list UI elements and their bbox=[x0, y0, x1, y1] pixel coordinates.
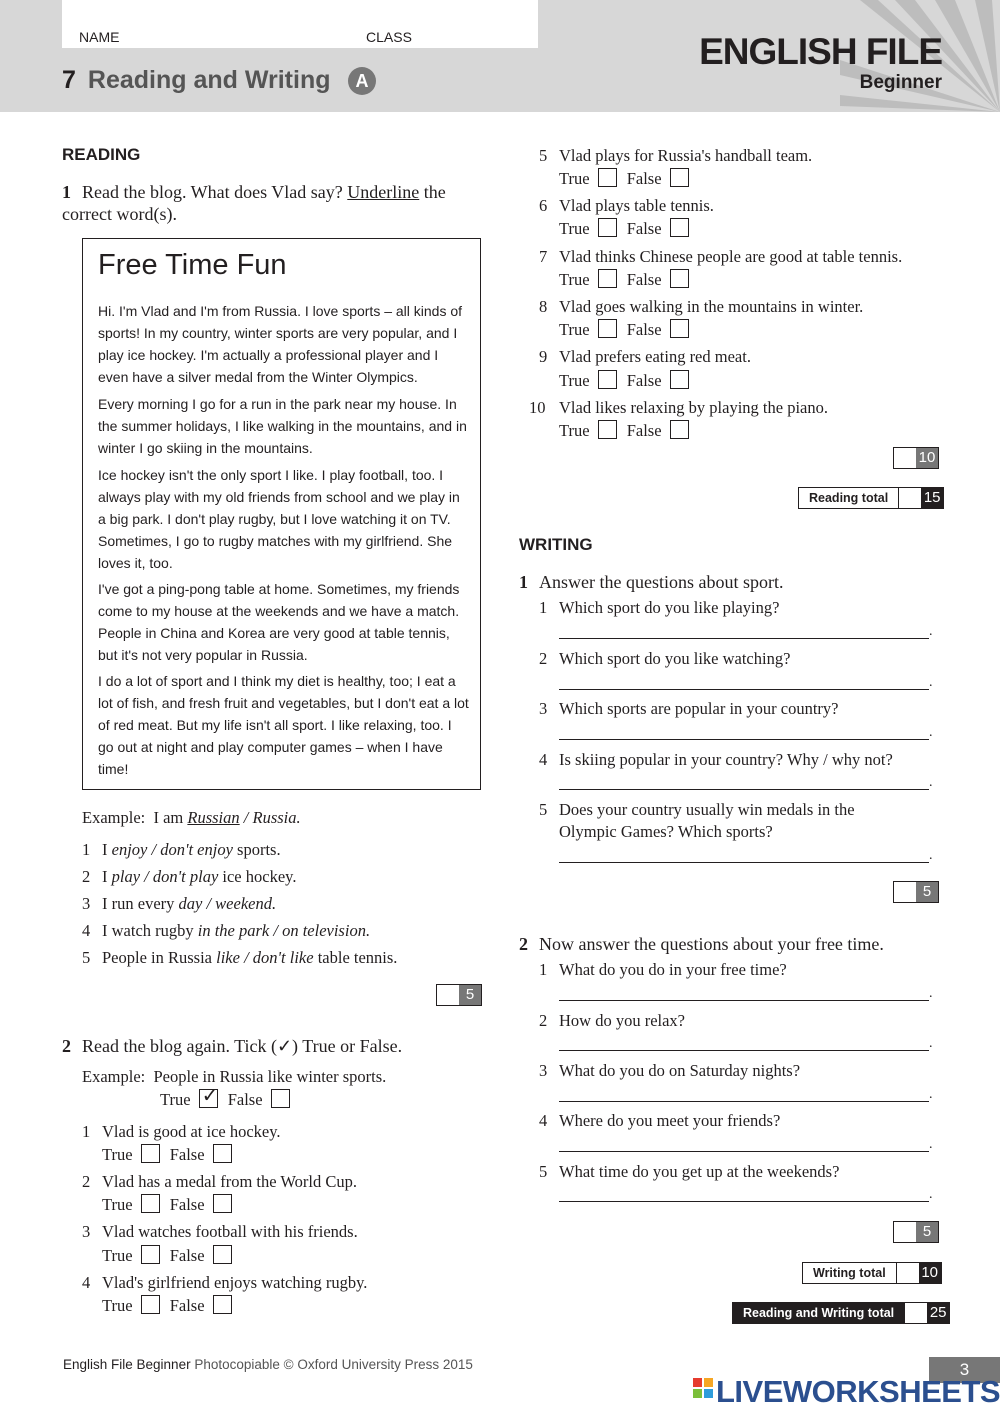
answer-line[interactable] bbox=[559, 789, 929, 790]
unit-title-text: Reading and Writing bbox=[87, 66, 331, 94]
false-checkbox[interactable] bbox=[213, 1194, 232, 1213]
line-end-dot: . bbox=[929, 624, 933, 639]
reading-heading: READING bbox=[62, 145, 141, 164]
item-text: Vlad has a medal from the World Cup. bbox=[102, 1172, 357, 1191]
item-text: Is skiing popular in your country? Why / why not? bbox=[559, 750, 893, 769]
footer-copyright bbox=[63, 1357, 473, 1372]
true-checkbox[interactable] bbox=[598, 319, 617, 338]
false-checkbox[interactable] bbox=[213, 1295, 232, 1314]
writing-q1-item-5-cont: Olympic Games? Which sports? bbox=[559, 822, 773, 841]
true-checkbox bbox=[199, 1085, 219, 1108]
writing-q2-item-4 bbox=[539, 1110, 780, 1132]
item-text: table tennis. bbox=[313, 948, 398, 967]
item-options[interactable]: day / weekend. bbox=[178, 894, 277, 913]
line-end-dot: . bbox=[929, 1187, 933, 1202]
q2-item-8 bbox=[539, 296, 863, 318]
item-number: 3 bbox=[82, 1222, 91, 1241]
item-number: 1 bbox=[539, 960, 548, 979]
item-number: 3 bbox=[539, 699, 548, 718]
score-input[interactable] bbox=[894, 448, 916, 468]
writing-q1-item-4 bbox=[539, 749, 893, 771]
true-label: True bbox=[102, 1195, 133, 1214]
instruction-text: Read the blog again. Tick (✓) True or False. bbox=[82, 1036, 403, 1056]
unit-title bbox=[62, 66, 331, 95]
instruction-text: the correct word(s). bbox=[62, 182, 446, 224]
item-number: 5 bbox=[539, 1162, 548, 1181]
item-options[interactable]: play / don't play bbox=[111, 867, 219, 886]
class-label: CLASS bbox=[366, 29, 412, 45]
footer-book: English File Beginner bbox=[63, 1357, 191, 1372]
score-max: 5 bbox=[459, 985, 481, 1005]
true-label: True bbox=[160, 1090, 191, 1109]
reading-q1-instruction bbox=[62, 181, 482, 225]
item-text: Where do you meet your friends? bbox=[559, 1111, 781, 1130]
page-number: 3 bbox=[929, 1357, 1000, 1383]
answer-line[interactable] bbox=[559, 1151, 929, 1152]
item-number: 5 bbox=[539, 800, 548, 819]
false-checkbox bbox=[271, 1089, 290, 1108]
item-text: Vlad plays for Russia's handball team. bbox=[559, 146, 813, 165]
total-label: Reading and Writing total bbox=[733, 1303, 905, 1323]
writing-q1-item-5 bbox=[539, 799, 855, 821]
q2-item-7 bbox=[539, 246, 902, 268]
item-number: 7 bbox=[539, 247, 548, 266]
item-number: 4 bbox=[539, 1111, 548, 1130]
page-header bbox=[0, 0, 1000, 112]
true-checkbox[interactable] bbox=[598, 168, 617, 187]
brand-level: Beginner bbox=[859, 72, 942, 93]
writing-q2-score bbox=[893, 1221, 939, 1243]
writing-q2-item-1 bbox=[539, 959, 787, 981]
item-text: Vlad goes walking in the mountains in winter. bbox=[559, 297, 864, 316]
item-number: 1 bbox=[82, 840, 91, 859]
item-text: Vlad is good at ice hockey. bbox=[102, 1122, 281, 1141]
answer-line[interactable] bbox=[559, 1201, 929, 1202]
q1-item-3[interactable] bbox=[82, 893, 276, 915]
item-number: 10 bbox=[529, 398, 546, 417]
line-end-dot: . bbox=[929, 675, 933, 690]
line-end-dot: . bbox=[929, 775, 933, 790]
false-checkbox[interactable] bbox=[670, 168, 689, 187]
example-label: Example: bbox=[82, 808, 146, 827]
false-label: False bbox=[626, 320, 662, 339]
writing-q1-item-2 bbox=[539, 648, 790, 670]
answer-line[interactable] bbox=[559, 1050, 929, 1051]
item-text: I bbox=[102, 867, 112, 886]
line-end-dot: . bbox=[929, 986, 933, 1001]
q2-item-5-truefalse bbox=[559, 168, 695, 189]
item-number: 1 bbox=[82, 1122, 91, 1141]
false-label: False bbox=[169, 1246, 205, 1265]
q2-example bbox=[82, 1066, 386, 1088]
false-label: False bbox=[626, 371, 662, 390]
tick-mark: ✓ bbox=[201, 1085, 219, 1107]
q2-item-5 bbox=[539, 145, 812, 167]
q2-item-6 bbox=[539, 195, 714, 217]
instruction-text: Now answer the questions about your free time. bbox=[539, 934, 884, 954]
true-label: True bbox=[102, 1296, 133, 1315]
false-label: False bbox=[626, 219, 662, 238]
example-text: I am bbox=[153, 808, 188, 827]
false-label: False bbox=[169, 1296, 205, 1315]
item-number: 4 bbox=[82, 1273, 91, 1292]
true-label: True bbox=[559, 219, 590, 238]
true-checkbox[interactable] bbox=[141, 1194, 160, 1213]
item-options[interactable]: in the park / on television. bbox=[197, 921, 371, 940]
item-text: Does your country usually win medals in the bbox=[559, 800, 855, 819]
q2-item-8-truefalse bbox=[559, 319, 695, 340]
q1-item-2[interactable] bbox=[82, 866, 296, 888]
example-option: / Russia. bbox=[239, 808, 301, 827]
total-label: Reading total bbox=[799, 488, 899, 508]
example-text: People in Russia like winter sports. bbox=[153, 1067, 387, 1086]
q2-example-truefalse bbox=[160, 1085, 296, 1110]
blog-box bbox=[82, 238, 481, 790]
false-label: False bbox=[169, 1195, 205, 1214]
score-input[interactable] bbox=[894, 1222, 916, 1242]
item-text: I run every bbox=[102, 894, 179, 913]
question-number: 2 bbox=[62, 1036, 71, 1056]
item-text: I watch rugby bbox=[102, 921, 198, 940]
question-number: 1 bbox=[519, 572, 528, 592]
false-checkbox[interactable] bbox=[670, 218, 689, 237]
line-end-dot: . bbox=[929, 1137, 933, 1152]
item-number: 1 bbox=[539, 598, 548, 617]
false-label: False bbox=[227, 1090, 263, 1109]
answer-line[interactable] bbox=[559, 689, 929, 690]
q2-item-9-truefalse bbox=[559, 370, 695, 391]
example-answer: Russian bbox=[187, 808, 240, 827]
answer-line[interactable] bbox=[559, 1000, 929, 1001]
q2-item-2 bbox=[82, 1171, 357, 1193]
q1-item-4[interactable] bbox=[82, 920, 370, 942]
q2-item-10-truefalse bbox=[559, 420, 695, 441]
true-label: True bbox=[559, 371, 590, 390]
blog-paragraph: I've got a ping-pong table at home. Sometimes, my friends come to my house at the weekends and we have a match. People in China and Korea are very good at table tennis, but it's not very popular in Russia. bbox=[98, 581, 460, 663]
item-options[interactable]: enjoy / don't enjoy bbox=[111, 840, 233, 859]
item-options[interactable]: like / don't like bbox=[216, 948, 314, 967]
false-label: False bbox=[626, 421, 662, 440]
item-text: People in Russia bbox=[102, 948, 217, 967]
total-label: Writing total bbox=[803, 1263, 897, 1283]
false-checkbox[interactable] bbox=[670, 319, 689, 338]
writing-q1-score bbox=[893, 881, 939, 903]
false-checkbox[interactable] bbox=[670, 269, 689, 288]
writing-q2-item-3 bbox=[539, 1060, 800, 1082]
item-text: Vlad prefers eating red meat. bbox=[559, 347, 751, 366]
item-number: 2 bbox=[539, 649, 548, 668]
item-text: ice hockey. bbox=[218, 867, 297, 886]
q2-item-3 bbox=[82, 1221, 358, 1243]
item-text: Which sports are popular in your country? bbox=[559, 699, 839, 718]
item-text: Which sport do you like playing? bbox=[559, 598, 780, 617]
blog-title: Free Time Fun bbox=[98, 249, 287, 281]
writing-q1-item-3 bbox=[539, 698, 839, 720]
item-text: How do you relax? bbox=[559, 1011, 686, 1030]
instruction-text: Read the blog. What does Vlad say? bbox=[82, 182, 348, 202]
writing-total-score bbox=[802, 1262, 942, 1284]
score-input[interactable] bbox=[905, 1303, 927, 1323]
item-number: 5 bbox=[82, 948, 91, 967]
answer-line[interactable] bbox=[559, 862, 929, 863]
true-checkbox[interactable] bbox=[141, 1295, 160, 1314]
item-number: 8 bbox=[539, 297, 548, 316]
q1-item-1[interactable] bbox=[82, 839, 281, 861]
item-text: Vlad likes relaxing by playing the piano. bbox=[559, 398, 828, 417]
reading-q2-instruction bbox=[62, 1035, 402, 1057]
name-label: NAME bbox=[79, 29, 120, 45]
item-number: 2 bbox=[82, 867, 91, 886]
writing-q1-item-1 bbox=[539, 597, 779, 619]
q2-item-3-truefalse bbox=[102, 1245, 238, 1266]
blog-paragraph: Ice hockey isn't the only sport I like. I play football, too. I always play with my old friends from school and we play in a big park. I don't play rugby, but I love watching it on TV. Sometimes, I go to rugby matches with my girlfriend. She loves it, too. bbox=[98, 467, 460, 571]
false-checkbox[interactable] bbox=[670, 420, 689, 439]
q2-item-4 bbox=[82, 1272, 367, 1294]
false-label: False bbox=[169, 1145, 205, 1164]
brand-title: ENGLISH FILE bbox=[699, 31, 942, 72]
q2-item-4-truefalse bbox=[102, 1295, 238, 1316]
instruction-underline-word: Underline bbox=[347, 182, 420, 202]
item-text: What time do you get up at the weekends? bbox=[559, 1162, 840, 1181]
score-max: 5 bbox=[916, 1222, 938, 1242]
footer-copyright-text: Photocopiable © Oxford University Press 2015 bbox=[190, 1357, 473, 1372]
true-checkbox[interactable] bbox=[598, 269, 617, 288]
q2-item-7-truefalse bbox=[559, 269, 695, 290]
q2-item-2-truefalse bbox=[102, 1194, 238, 1215]
item-number: 5 bbox=[539, 146, 548, 165]
score-input[interactable] bbox=[894, 882, 916, 902]
false-label: False bbox=[626, 169, 662, 188]
true-checkbox[interactable] bbox=[141, 1245, 160, 1264]
score-max: 15 bbox=[921, 488, 943, 508]
item-text: Vlad plays table tennis. bbox=[559, 196, 714, 215]
score-max: 10 bbox=[919, 1263, 941, 1283]
line-end-dot: . bbox=[929, 1087, 933, 1102]
liveworksheets-watermark: LIVEWORKSHEETS bbox=[716, 1374, 1000, 1409]
writing-q2-item-5 bbox=[539, 1161, 839, 1183]
item-text: What do you do in your free time? bbox=[559, 960, 787, 979]
item-text: sports. bbox=[232, 840, 281, 859]
item-text: Vlad watches football with his friends. bbox=[102, 1222, 358, 1241]
item-number: 9 bbox=[539, 347, 548, 366]
q2-item-1 bbox=[82, 1121, 281, 1143]
true-checkbox[interactable] bbox=[598, 420, 617, 439]
item-text: Vlad thinks Chinese people are good at table tennis. bbox=[559, 247, 903, 266]
q2-item-6-truefalse bbox=[559, 218, 695, 239]
true-label: True bbox=[559, 169, 590, 188]
true-label: True bbox=[102, 1246, 133, 1265]
reading-total-score bbox=[798, 487, 944, 509]
item-number: 2 bbox=[82, 1172, 91, 1191]
q2-item-10 bbox=[529, 397, 828, 419]
q1-example bbox=[82, 807, 301, 829]
score-max: 10 bbox=[916, 448, 938, 468]
blog-paragraph: Every morning I go for a run in the park near my house. In the summer holidays, I like walking in the mountains, and in winter I go skiing in the mountains. bbox=[98, 396, 467, 456]
q2-item-9 bbox=[539, 346, 751, 368]
answer-line[interactable] bbox=[559, 1101, 929, 1102]
question-number: 1 bbox=[62, 182, 71, 202]
line-end-dot: . bbox=[929, 1036, 933, 1051]
example-label: Example: bbox=[82, 1067, 146, 1086]
blog-paragraph: Hi. I'm Vlad and I'm from Russia. I love sports – all kinds of sports! In my country, winter sports are very popular, and I play ice hockey. I'm actually a professional player and I even have a silver medal from the Winter Olympics. bbox=[98, 303, 463, 385]
true-label: True bbox=[559, 270, 590, 289]
score-max: 5 bbox=[916, 882, 938, 902]
blog-paragraph: I do a lot of sport and I think my diet is healthy, too; I eat a lot of fish, and fresh fruit and vegetables, but I don't eat a lot of red meat. But my life isn't all sport. I like relaxing, too. I go out at night and play computer games – when I have time! bbox=[98, 673, 469, 777]
score-input[interactable] bbox=[899, 488, 921, 508]
liveworksheets-logo-icon bbox=[693, 1378, 713, 1398]
score-input[interactable] bbox=[897, 1263, 919, 1283]
instruction-text: Answer the questions about sport. bbox=[539, 572, 784, 592]
item-text: Which sport do you like watching? bbox=[559, 649, 791, 668]
true-checkbox[interactable] bbox=[598, 218, 617, 237]
false-checkbox[interactable] bbox=[213, 1245, 232, 1264]
name-class-box bbox=[62, 0, 538, 48]
item-text: What do you do on Saturday nights? bbox=[559, 1061, 801, 1080]
reading-q2-score bbox=[893, 447, 939, 469]
grand-total-score bbox=[732, 1302, 950, 1324]
reading-q1-score bbox=[436, 984, 482, 1006]
answer-line[interactable] bbox=[559, 739, 929, 740]
line-end-dot: . bbox=[929, 725, 933, 740]
unit-number: 7 bbox=[62, 66, 76, 94]
false-label: False bbox=[626, 270, 662, 289]
answer-line[interactable] bbox=[559, 638, 929, 639]
item-text: I bbox=[102, 840, 112, 859]
writing-q1-instruction bbox=[519, 571, 783, 593]
writing-q2-item-2 bbox=[539, 1010, 685, 1032]
true-checkbox[interactable] bbox=[598, 370, 617, 389]
q2-item-1-truefalse bbox=[102, 1144, 238, 1165]
false-checkbox[interactable] bbox=[670, 370, 689, 389]
true-label: True bbox=[559, 421, 590, 440]
true-checkbox[interactable] bbox=[141, 1144, 160, 1163]
true-label: True bbox=[559, 320, 590, 339]
score-max: 25 bbox=[927, 1303, 949, 1323]
item-number: 3 bbox=[82, 894, 91, 913]
question-number: 2 bbox=[519, 934, 528, 954]
writing-q2-instruction bbox=[519, 933, 884, 955]
item-number: 6 bbox=[539, 196, 548, 215]
writing-heading: WRITING bbox=[519, 535, 593, 554]
item-number: 2 bbox=[539, 1011, 548, 1030]
item-text: Vlad's girlfriend enjoys watching rugby. bbox=[102, 1273, 368, 1292]
item-number: 3 bbox=[539, 1061, 548, 1080]
item-number: 4 bbox=[82, 921, 91, 940]
brand-logo bbox=[699, 32, 942, 94]
version-badge: A bbox=[348, 67, 376, 95]
true-label: True bbox=[102, 1145, 133, 1164]
q1-item-5[interactable] bbox=[82, 947, 397, 969]
line-end-dot: . bbox=[929, 848, 933, 863]
false-checkbox[interactable] bbox=[213, 1144, 232, 1163]
score-input[interactable] bbox=[437, 985, 459, 1005]
item-number: 4 bbox=[539, 750, 548, 769]
